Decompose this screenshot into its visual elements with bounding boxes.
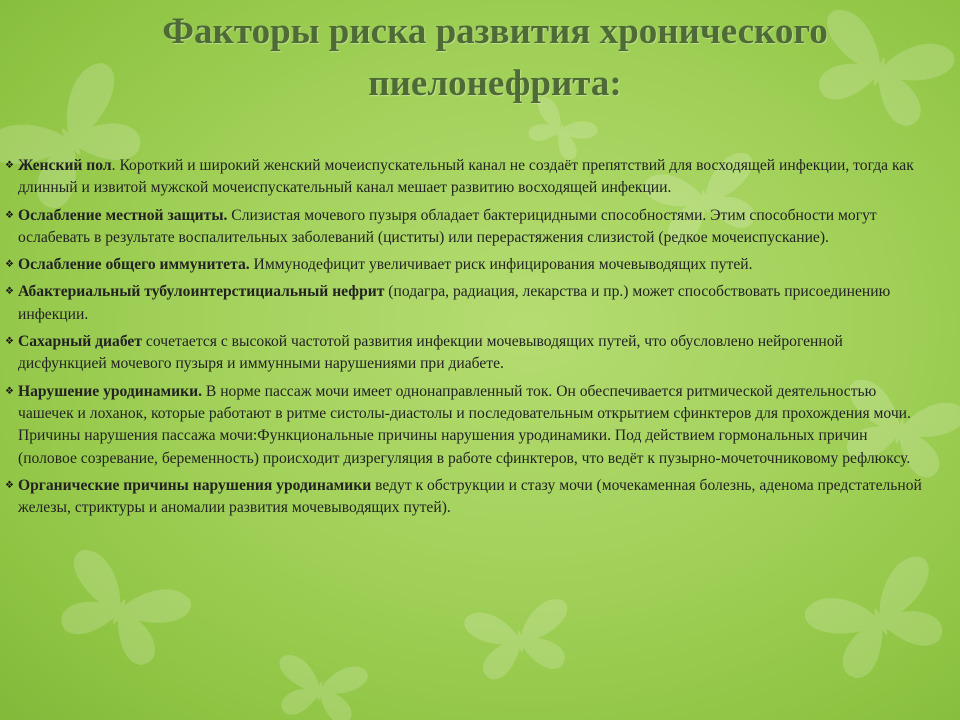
list-item	[5, 155, 924, 200]
risk-factor-list	[5, 155, 924, 519]
item-text: . Короткий и широкий женский мочеиспускательный канал не создаёт препятствий для восходящей инфекции, тогда как длинный и извитой мужской мочеиспускательный канал мешает развитию восходящей инфекции.	[18, 157, 914, 197]
list-item	[5, 205, 924, 250]
list-item	[5, 381, 924, 470]
diamond-bullet-icon: ❖	[5, 286, 14, 298]
item-term: Ослабление общего иммунитета.	[18, 256, 250, 274]
item-text: В норме пассаж мочи имеет однонаправленный ток. Он обеспечивается ритмической деятельностью чашечек и лоханок, которые работают в ритме систолы-диастолы и последовательным открытием сфинктеров для прохождения мочи. Причины нарушения пассажа мочи:Функциональные причины нарушения уродинамики. Под действием гормональных причин (половое созревание, беременность) происходит дизрегуляция в работе сфинктеров, что ведёт к пузырно-мочеточниковому рефлюксу.	[18, 382, 911, 467]
butterfly-icon	[801, 552, 960, 689]
item-term: Сахарный диабет	[18, 333, 143, 351]
page-title: Факторы риска развития хронического пиелонефрита:	[162, 11, 828, 104]
list-item	[5, 331, 924, 376]
list-item	[5, 254, 924, 276]
item-term: Абактериальный тубулоинтерстициальный нефрит	[18, 283, 385, 301]
butterfly-icon	[463, 597, 578, 683]
diamond-bullet-icon: ❖	[5, 160, 14, 171]
diamond-bullet-icon: ❖	[5, 336, 14, 348]
item-text: Иммунодефицит увеличивает риск инфицирования мочевыводящих путей.	[249, 256, 753, 274]
diamond-bullet-icon: ❖	[5, 259, 14, 271]
butterfly-icon	[271, 653, 369, 720]
item-text: (подагра, радиация, лекарства и пр.) может способствовать присоединению инфекции.	[18, 283, 891, 323]
list-item	[5, 475, 924, 520]
diamond-bullet-icon: ❖	[5, 479, 14, 491]
butterfly-icon	[45, 546, 195, 675]
item-text: Слизистая мочевого пузыря обладает бактерицидными способностями. Этим способности могут ослабевать в результате воспалительных заболеваний (циститы) или перерастяжения слизистой (редкое мочеиспускание).	[18, 206, 877, 246]
item-term: Ослабление местной защиты.	[18, 206, 228, 224]
item-term: Женский пол	[18, 157, 112, 174]
item-text: ведут к обструкции и стазу мочи (мочекаменная болезнь, аденома предстательной железы, стриктуры и аномалии развития мочевыводящих путей).	[18, 476, 922, 517]
list-item	[5, 281, 924, 326]
item-term: Органические причины нарушения уродинамики	[18, 476, 372, 494]
diamond-bullet-icon: ❖	[5, 209, 14, 221]
item-term: Нарушение уродинамики.	[18, 382, 203, 400]
item-text: сочетается с высокой частотой развития инфекции мочевыводящих путей, что обусловлено нейрогенной дисфункцией мочевого пузыря и иммунными нарушениями при диабете.	[18, 333, 843, 373]
diamond-bullet-icon: ❖	[5, 385, 14, 397]
